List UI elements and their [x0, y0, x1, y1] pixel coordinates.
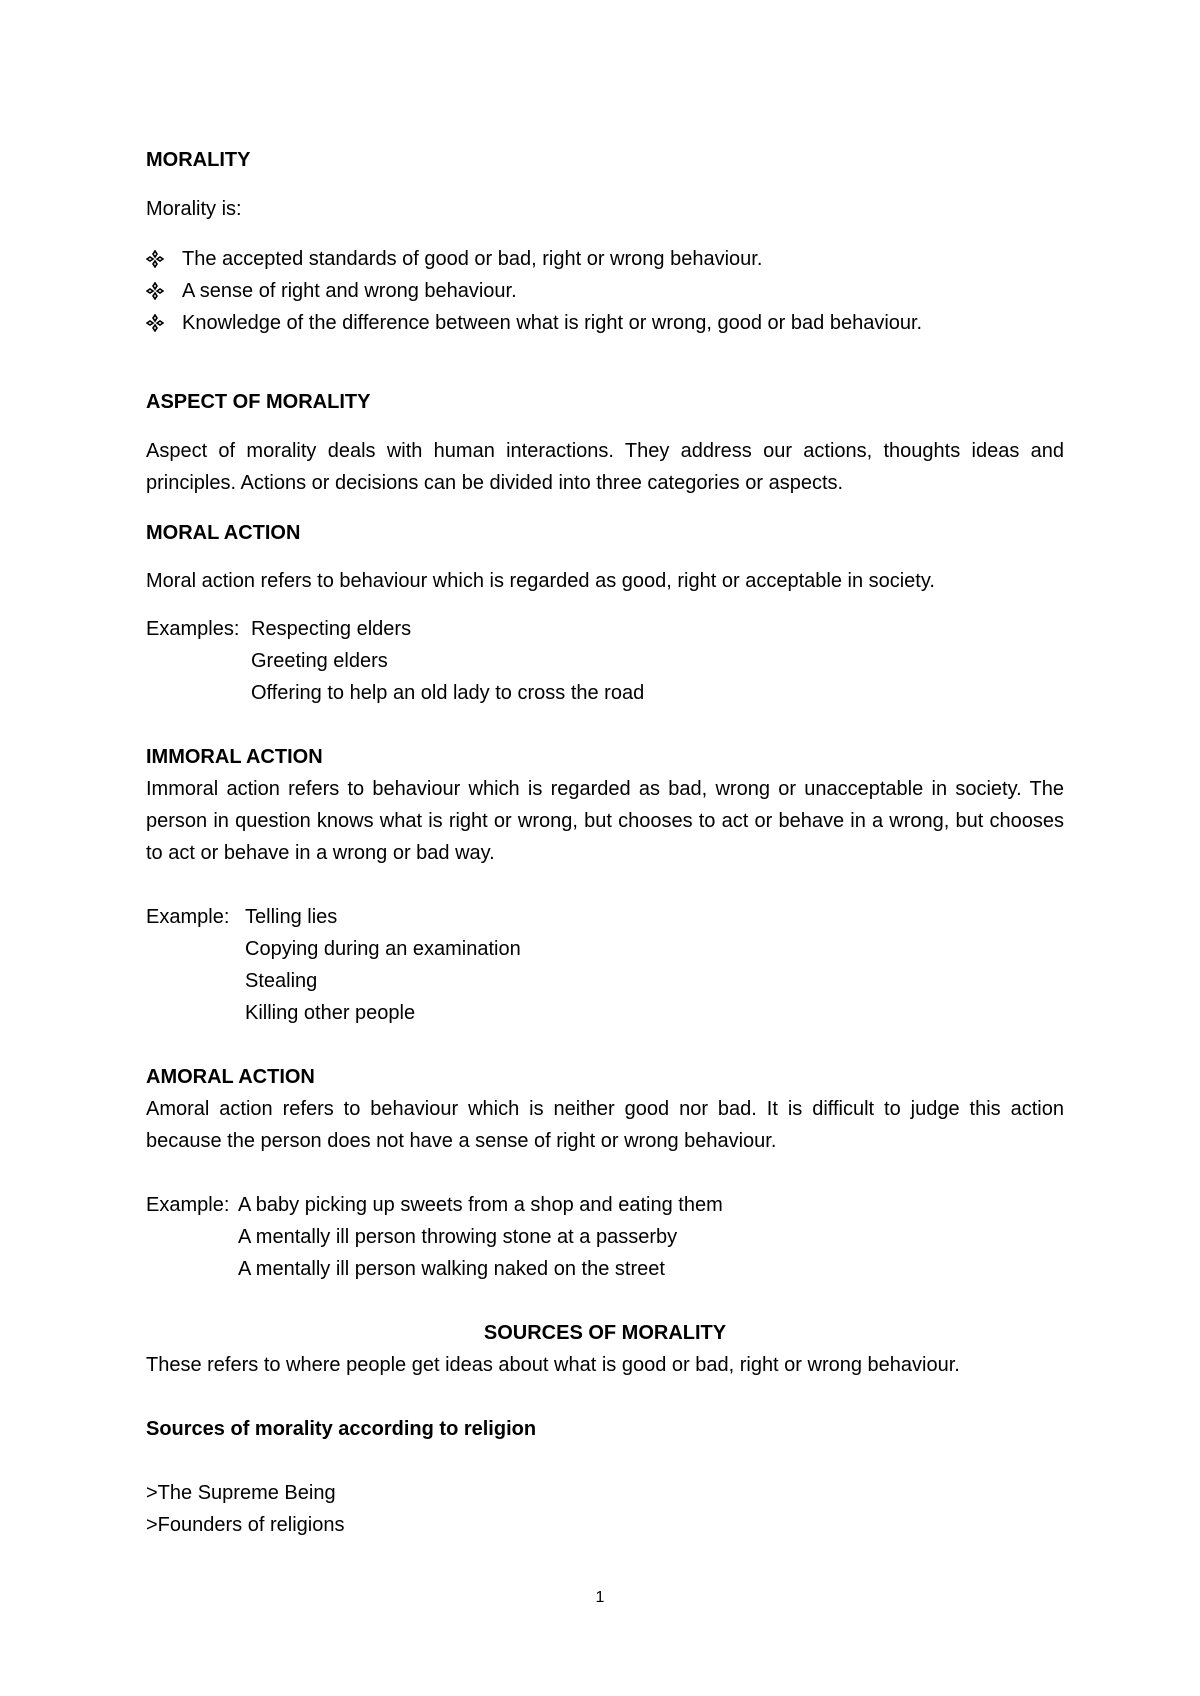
immoral-examples-label: Example:	[146, 906, 230, 928]
sources-subheading: Sources of morality according to religion	[146, 1418, 537, 1440]
immoral-example-item: Killing other people	[245, 1002, 416, 1024]
definition-bullet: The accepted standards of good or bad, right or wrong behaviour.	[182, 248, 763, 270]
aspect-heading: ASPECT OF MORALITY	[146, 391, 371, 413]
moral-example-item: Offering to help an old lady to cross the road	[251, 682, 645, 704]
immoral-example-item: Stealing	[245, 970, 318, 992]
moral-example-item: Greeting elders	[251, 650, 388, 672]
amoral-example-item: A mentally ill person throwing stone at a passerby	[238, 1226, 678, 1248]
definition-bullet: Knowledge of the difference between what is right or wrong, good or bad behaviour.	[182, 312, 923, 334]
four-diamond-bullet-icon	[146, 314, 164, 332]
definition-intro: Morality is:	[146, 198, 242, 220]
amoral-action-heading: AMORAL ACTION	[146, 1066, 315, 1088]
immoral-action-paragraph: Immoral action refers to behaviour which is regarded as bad, wrong or unacceptable in society. The person in question knows what is right or wrong, but chooses to act or behave in a wrong, but chooses to act or behave in a wrong or bad way.	[146, 778, 1064, 864]
amoral-action-paragraph: Amoral action refers to behaviour which is neither good nor bad. It is difficult to judge this action because the person does not have a sense of right or wrong behaviour.	[146, 1098, 1064, 1152]
sources-list-item: >Founders of religions	[146, 1514, 345, 1536]
amoral-examples-label: Example:	[146, 1194, 230, 1216]
moral-action-paragraph: Moral action refers to behaviour which is regarded as good, right or acceptable in society.	[146, 570, 935, 592]
definition-bullet: A sense of right and wrong behaviour.	[182, 280, 517, 302]
moral-action-heading: MORAL ACTION	[146, 522, 301, 544]
immoral-example-item: Telling lies	[245, 906, 338, 928]
document-title: MORALITY	[146, 149, 251, 171]
moral-example-item: Respecting elders	[251, 618, 412, 640]
sources-heading: SOURCES OF MORALITY	[483, 1322, 727, 1344]
four-diamond-bullet-icon	[146, 282, 164, 300]
moral-examples-label: Examples:	[146, 618, 240, 640]
aspect-paragraph: Aspect of morality deals with human interactions. They address our actions, thoughts ideas and principles. Actions or decisions can be divided into three categories or aspects.	[146, 440, 1064, 494]
immoral-action-heading: IMMORAL ACTION	[146, 746, 323, 768]
amoral-example-item: A mentally ill person walking naked on the street	[238, 1258, 665, 1280]
four-diamond-bullet-icon	[146, 250, 164, 268]
page-number: 1	[595, 1589, 605, 1606]
amoral-example-item: A baby picking up sweets from a shop and eating them	[238, 1194, 723, 1216]
sources-paragraph: These refers to where people get ideas about what is good or bad, right or wrong behaviour.	[146, 1354, 960, 1376]
immoral-example-item: Copying during an examination	[245, 938, 521, 960]
sources-list-item: >The Supreme Being	[146, 1482, 336, 1504]
